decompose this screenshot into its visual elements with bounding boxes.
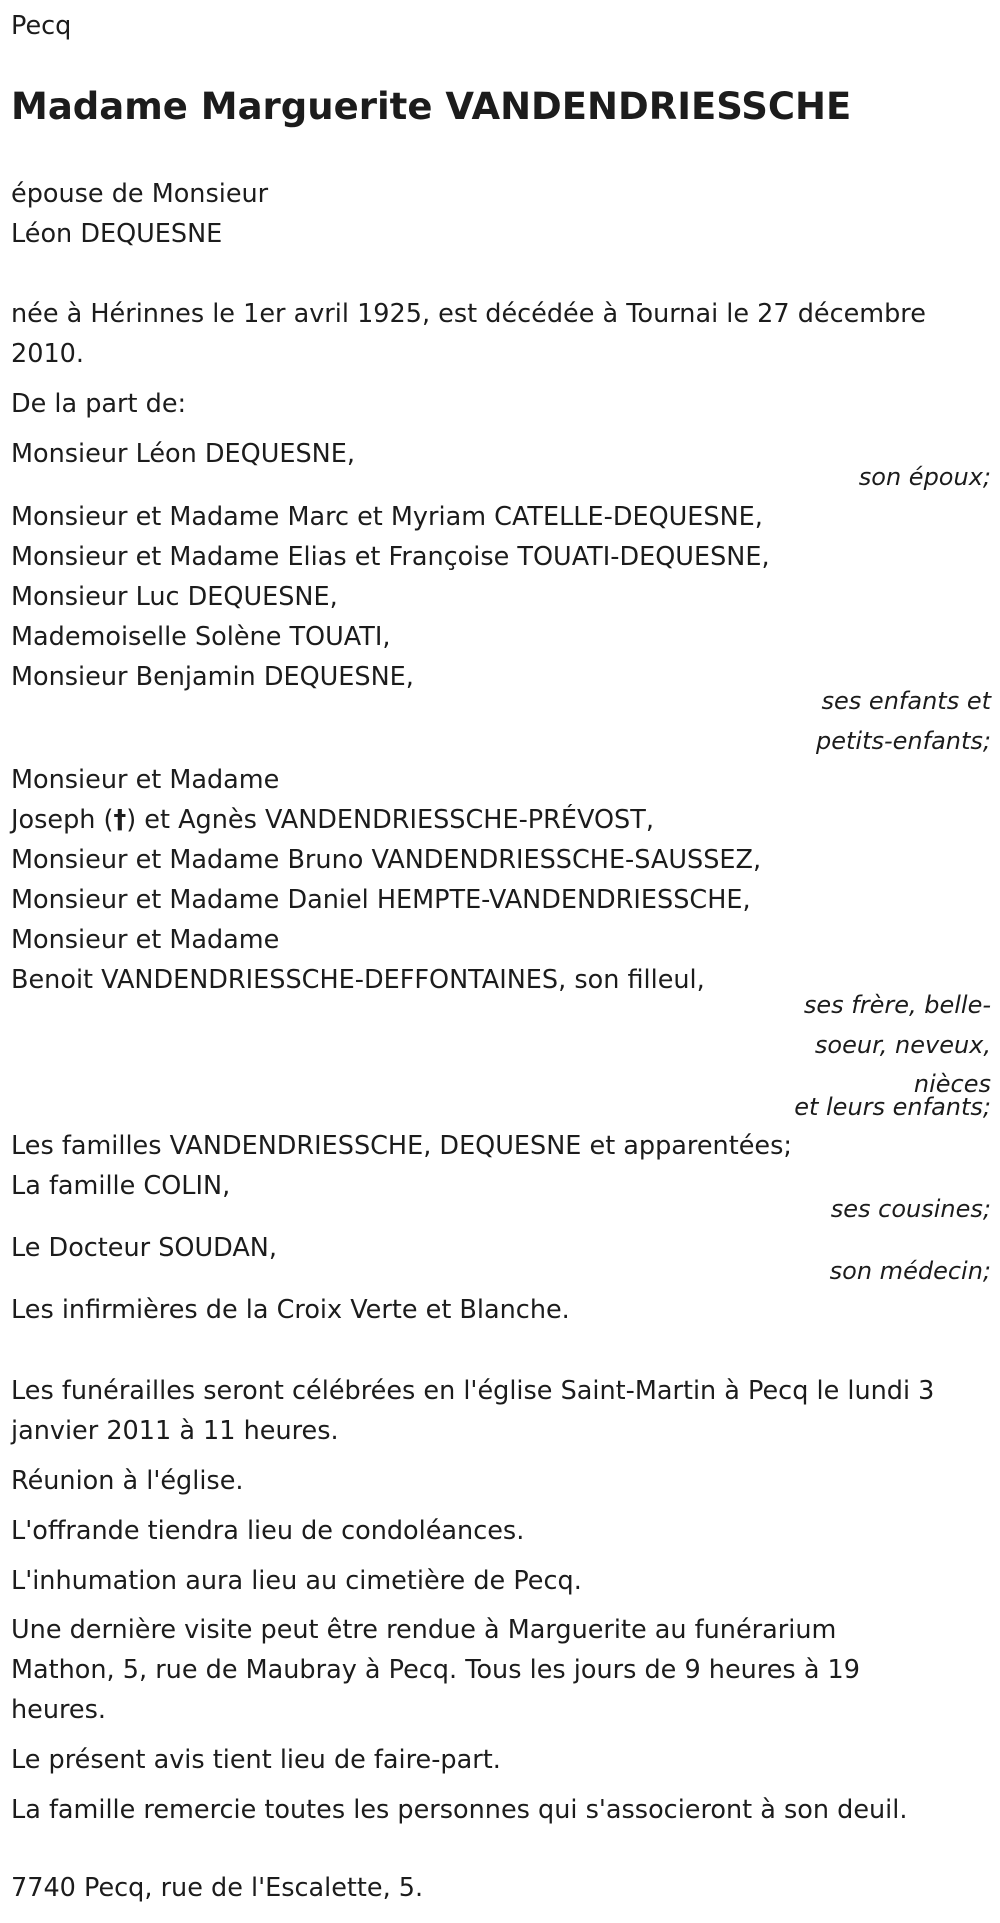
spouse-block bbox=[11, 174, 268, 254]
birth-death-line: née à Hérinnes le 1er avril 1925, est décédée à Tournai le 27 décembre bbox=[11, 299, 926, 329]
family-line: Monsieur et Madame bbox=[11, 925, 280, 955]
joseph-rest: ) et Agnès VANDENDRIESSCHE-PRÉVOST, bbox=[126, 805, 654, 835]
relation-label: son médecin; bbox=[829, 1257, 991, 1285]
birth-death-block bbox=[11, 294, 926, 374]
relation-label: et leurs enfants; bbox=[794, 1093, 991, 1121]
from-label: De la part de: bbox=[11, 389, 187, 419]
family-group-extended bbox=[11, 1126, 792, 1206]
family-line: Monsieur et Madame bbox=[11, 765, 280, 795]
relation-label: nièces bbox=[913, 1070, 991, 1098]
spouse-line: Léon DEQUESNE bbox=[11, 219, 223, 249]
offering-line: L'offrande tiendra lieu de condoléances. bbox=[11, 1516, 525, 1546]
family-line: Mademoiselle Solène TOUATI, bbox=[11, 622, 391, 652]
page-title: Madame Marguerite VANDENDRIESSCHE bbox=[11, 85, 852, 128]
joseph-name: Joseph ( bbox=[11, 805, 114, 835]
relation-label: ses frère, belle- bbox=[803, 991, 991, 1019]
family-group-children bbox=[11, 497, 770, 697]
funeral-block bbox=[11, 1371, 934, 1451]
family-line: Monsieur et Madame Elias et Françoise TOUATI-DEQUESNE, bbox=[11, 542, 770, 572]
funeral-line: Les funérailles seront célébrées en l'église Saint-Martin à Pecq le lundi 3 bbox=[11, 1376, 935, 1406]
visit-block bbox=[11, 1610, 860, 1730]
family-group-nurses bbox=[11, 1290, 570, 1330]
meeting-line: Réunion à l'église. bbox=[11, 1466, 244, 1496]
family-line: Les familles VANDENDRIESSCHE, DEQUESNE et apparentées; bbox=[11, 1131, 792, 1161]
visit-line: Une dernière visite peut être rendue à Marguerite au funérarium bbox=[11, 1615, 837, 1645]
relation-label: ses cousines; bbox=[830, 1195, 991, 1223]
family-line: Monsieur et Madame Marc et Myriam CATELLE-DEQUESNE, bbox=[11, 502, 763, 532]
family-line: Le Docteur SOUDAN, bbox=[11, 1233, 277, 1263]
funeral-line: janvier 2011 à 11 heures. bbox=[11, 1416, 339, 1446]
address-line: 7740 Pecq, rue de l'Escalette, 5. bbox=[11, 1873, 424, 1903]
location-header: Pecq bbox=[11, 11, 72, 41]
family-line: Monsieur Léon DEQUESNE, bbox=[11, 439, 355, 469]
relation-label: soeur, neveux, bbox=[814, 1031, 991, 1059]
family-line: Monsieur Benjamin DEQUESNE, bbox=[11, 662, 414, 692]
deceased-cross-icon: † bbox=[113, 805, 127, 835]
family-line: Benoit VANDENDRIESSCHE-DEFFONTAINES, son filleul, bbox=[11, 965, 705, 995]
thanks-line: La famille remercie toutes les personnes qui s'associeront à son deuil. bbox=[11, 1795, 908, 1825]
visit-line: Mathon, 5, rue de Maubray à Pecq. Tous les jours de 9 heures à 19 bbox=[11, 1655, 860, 1685]
family-line: La famille COLIN, bbox=[11, 1171, 231, 1201]
burial-line: L'inhumation aura lieu au cimetière de Pecq. bbox=[11, 1566, 582, 1596]
spouse-line: épouse de Monsieur bbox=[11, 179, 269, 209]
family-line: Monsieur et Madame Bruno VANDENDRIESSCHE-SAUSSEZ, bbox=[11, 845, 762, 875]
family-line: Les infirmières de la Croix Verte et Blanche. bbox=[11, 1295, 570, 1325]
family-group-doctor bbox=[11, 1228, 277, 1268]
relation-label: son époux; bbox=[858, 463, 991, 491]
relation-label: petits-enfants; bbox=[816, 727, 991, 755]
notice-line: Le présent avis tient lieu de faire-part. bbox=[11, 1745, 501, 1775]
family-line: Monsieur Luc DEQUESNE, bbox=[11, 582, 338, 612]
family-group-siblings bbox=[11, 760, 761, 1000]
visit-line: heures. bbox=[11, 1695, 107, 1725]
family-line: Monsieur et Madame Daniel HEMPTE-VANDENDRIESSCHE, bbox=[11, 885, 751, 915]
family-group-spouse bbox=[11, 434, 355, 474]
relation-label: ses enfants et bbox=[821, 687, 991, 715]
birth-death-line: 2010. bbox=[11, 339, 85, 369]
family-line bbox=[11, 800, 761, 840]
